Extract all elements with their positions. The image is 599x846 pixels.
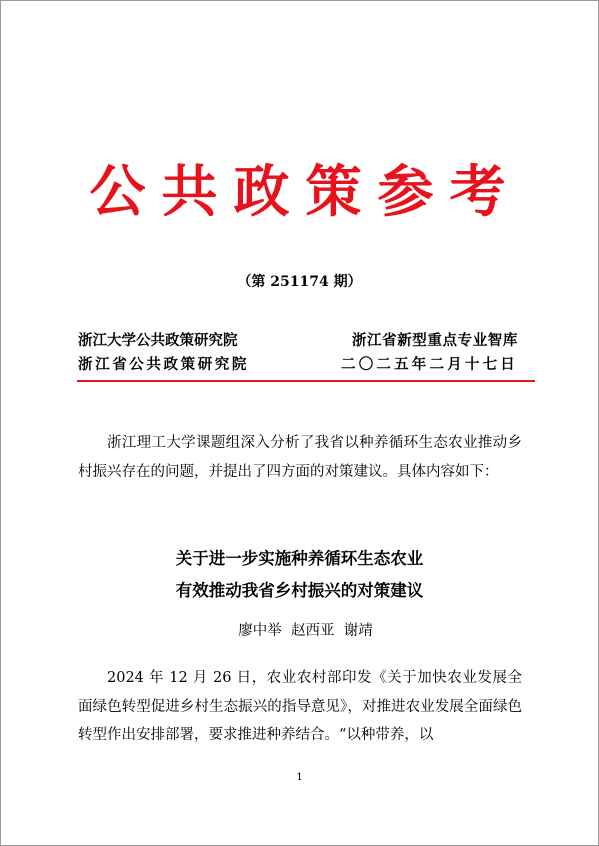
institution-name-zju: 浙江大学公共政策研究院 [78, 332, 238, 349]
institution-name-zj-province: 浙江省公共政策研究院 [78, 356, 249, 373]
issue-number: （第 251174 期） [237, 274, 362, 290]
article-title-line-1: 关于进一步实施种养循环生态农业 [175, 549, 424, 568]
article-authors: 廖中举 赵西亚 谢靖 [238, 623, 373, 639]
article-title-line-2: 有效推动我省乡村振兴的对策建议 [175, 581, 424, 600]
masthead-title: 公共政策参考 [89, 159, 522, 225]
intro-paragraph: 浙江理工大学课题组深入分析了我省以种养循环生态农业推动乡村振兴存在的问题，并提出了四方面的对策建议。具体内容如下： [78, 435, 522, 480]
page-number: 1 [296, 772, 303, 783]
article-body-paragraph: 2024 年 12 月 26 日，农业农村部印发《关于加快农业发展全面绿色转型促进乡村生态振兴的指导意见》，对推进农业发展全面绿色转型作出安排部署，要求推进种养结合。“以种带养，以 [78, 670, 522, 743]
publication-date: 二〇二五年二月十七日 [341, 356, 518, 373]
think-tank-label: 浙江省新型重点专业智库 [351, 332, 518, 349]
red-divider-rule [77, 380, 535, 382]
